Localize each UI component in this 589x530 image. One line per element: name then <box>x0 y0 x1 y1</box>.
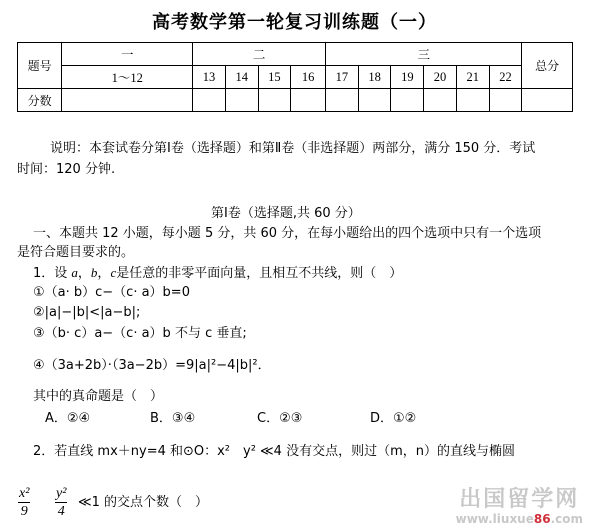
col-22: 22 <box>489 66 522 89</box>
q1-stem <box>33 264 402 283</box>
col-13: 13 <box>193 66 226 89</box>
watermark <box>456 488 583 526</box>
score-cell <box>424 89 457 112</box>
score-cell <box>522 89 573 112</box>
col-20: 20 <box>424 66 457 89</box>
q2-line-1: 2．若直线 mx＋ny=4 和⊙O：x² y² ≪4 没有交点，则过（m，n）的直线与椭圆 <box>33 444 515 459</box>
instructions-line-2: 是符合题目要求的。 <box>17 245 135 260</box>
notes-line-1: 说明：本套试卷分第Ⅰ卷（选择题）和第Ⅱ卷（非选择题）两部分，满分 150 分．考试 <box>50 141 536 156</box>
score-cell <box>358 89 391 112</box>
group-three: 三 <box>326 43 522 66</box>
q2-tail: ≪1 的交点个数（ ） <box>78 495 209 510</box>
fraction-x-over-9 <box>18 485 30 520</box>
choice-d: D．①② <box>370 411 417 426</box>
header-total: 总分 <box>522 43 573 89</box>
instructions-line-1: 一、本题共 12 小题，每小题 5 分，共 60 分，在每小题给出的四个选项中只有一个选项 <box>33 226 542 241</box>
group-one: 一 <box>62 43 193 66</box>
score-cell <box>456 89 489 112</box>
fraction-2-numerator: y² <box>56 486 67 501</box>
watermark-url-number: 86 <box>533 512 551 526</box>
choice-c: C．②③ <box>257 411 303 426</box>
col-17: 17 <box>326 66 359 89</box>
q1-stem-b: 是任意的非零平面向量，且相互不共线，则（ ） <box>116 266 403 281</box>
choice-b: B．③④ <box>150 411 196 426</box>
q1-sep-2: ， <box>97 266 111 281</box>
q1-question: 其中的真命题是（ ） <box>33 389 164 404</box>
score-cell <box>225 89 258 112</box>
header-score: 分数 <box>18 89 62 112</box>
q1-var-c: c <box>110 265 117 280</box>
score-cell <box>291 89 326 112</box>
q1-option-4: ④（3a+2b）·（3a−2b）=9|a|²−4|b|²． <box>33 358 271 373</box>
col-range: 1～12 <box>62 66 193 89</box>
score-cell <box>62 89 193 112</box>
q1-option-3: ③（b· c）a−（c· a）b 不与 c 垂直; <box>33 326 247 341</box>
q1-sep-1: ， <box>77 266 91 281</box>
score-cell <box>489 89 522 112</box>
watermark-url-suffix: .com <box>550 512 583 526</box>
col-21: 21 <box>456 66 489 89</box>
q1-option-2: ②|a|−|b|<|a−b|; <box>33 305 141 320</box>
q1-var-a: a <box>71 265 78 280</box>
fraction-2-denominator: 4 <box>57 504 65 519</box>
watermark-url-prefix: www.liuxue <box>455 512 534 526</box>
fraction-1-numerator: x² <box>19 486 30 501</box>
group-two: 二 <box>193 43 326 66</box>
q1-stem-a: 1．设 <box>33 266 72 281</box>
score-table <box>17 42 573 112</box>
score-cell <box>326 89 359 112</box>
q1-option-1: ①（a· b）c−（c· a）b=0 <box>33 285 190 300</box>
score-cell <box>391 89 424 112</box>
header-question-number: 题号 <box>18 43 62 89</box>
col-15: 15 <box>258 66 291 89</box>
fraction-1-denominator: 9 <box>20 504 28 519</box>
col-18: 18 <box>358 66 391 89</box>
notes-line-2: 时间：120 分钟. <box>17 162 116 177</box>
col-14: 14 <box>225 66 258 89</box>
q1-var-b: b <box>90 265 98 280</box>
section-title: 第Ⅰ卷（选择题,共 60 分） <box>211 206 361 221</box>
col-16: 16 <box>291 66 326 89</box>
fraction-y-over-4 <box>55 485 67 520</box>
choice-a: A．②④ <box>45 411 91 426</box>
page-title: 高考数学第一轮复习训练题（一） <box>152 12 437 33</box>
col-19: 19 <box>391 66 424 89</box>
watermark-url <box>456 512 583 526</box>
score-cell <box>258 89 291 112</box>
watermark-logo-text: 出国留学网 <box>459 487 580 512</box>
score-cell <box>193 89 226 112</box>
